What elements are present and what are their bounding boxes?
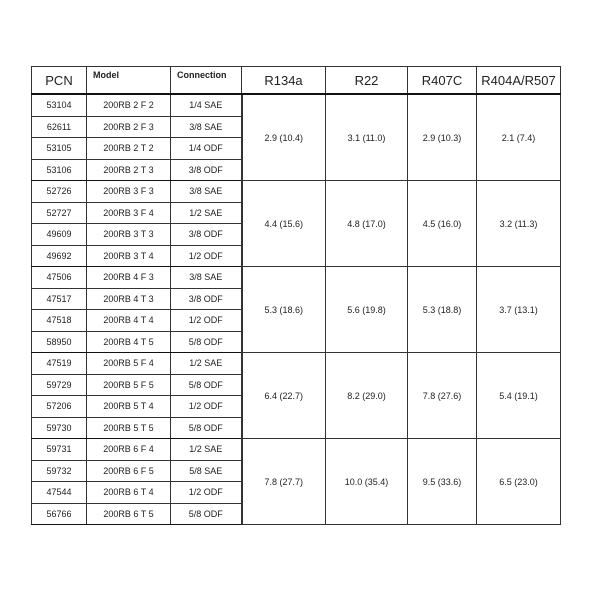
model-cell: 200RB 3 T 4 [87,245,171,267]
r134a-value: 7.8 (27.7) [242,439,326,525]
pcn-cell: 59732 [32,460,87,482]
header-row [32,67,561,95]
model-cell: 200RB 5 F 5 [87,374,171,396]
model-cell: 200RB 5 T 5 [87,417,171,439]
connection-cell: 5/8 ODF [171,374,242,396]
header-pcn: PCN [32,67,87,95]
model-cell: 200RB 4 T 3 [87,288,171,310]
pcn-cell: 47518 [32,310,87,332]
r407c-value: 5.3 (18.8) [408,267,477,353]
model-cell: 200RB 4 T 4 [87,310,171,332]
r404a-r507-value: 3.2 (11.3) [477,181,561,267]
model-cell: 200RB 3 F 3 [87,181,171,203]
r407c-value: 4.5 (16.0) [408,181,477,267]
pcn-cell: 59731 [32,439,87,461]
pcn-cell: 49609 [32,224,87,246]
model-cell: 200RB 2 T 2 [87,138,171,160]
r407c-value: 2.9 (10.3) [408,94,477,181]
connection-cell: 3/8 ODF [171,288,242,310]
capacity-table [31,66,561,525]
connection-cell: 1/2 SAE [171,353,242,375]
model-cell: 200RB 4 T 5 [87,331,171,353]
table-row [32,181,561,203]
connection-cell: 3/8 ODF [171,159,242,181]
r404a-r507-value: 5.4 (19.1) [477,353,561,439]
r22-value: 5.6 (19.8) [326,267,408,353]
pcn-cell: 53104 [32,94,87,116]
pcn-cell: 57206 [32,396,87,418]
r404a-r507-value: 3.7 (13.1) [477,267,561,353]
pcn-cell: 47544 [32,482,87,504]
pcn-cell: 47517 [32,288,87,310]
model-cell: 200RB 5 T 4 [87,396,171,418]
connection-cell: 1/4 SAE [171,94,242,116]
model-cell: 200RB 6 F 5 [87,460,171,482]
header-r134a: R134a [242,67,326,95]
connection-cell: 3/8 ODF [171,224,242,246]
r22-value: 8.2 (29.0) [326,353,408,439]
header-model: Model [87,67,171,95]
header-r407c: R407C [408,67,477,95]
header-r404a-r507: R404A/R507 [477,67,561,95]
table-row [32,439,561,461]
connection-cell: 3/8 SAE [171,181,242,203]
pcn-cell: 59730 [32,417,87,439]
r22-value: 3.1 (11.0) [326,94,408,181]
r134a-value: 2.9 (10.4) [242,94,326,181]
pcn-cell: 53105 [32,138,87,160]
model-cell: 200RB 6 F 4 [87,439,171,461]
pcn-cell: 56766 [32,503,87,525]
connection-cell: 1/2 ODF [171,245,242,267]
model-cell: 200RB 6 T 5 [87,503,171,525]
model-cell: 200RB 4 F 3 [87,267,171,289]
r134a-value: 5.3 (18.6) [242,267,326,353]
pcn-cell: 47519 [32,353,87,375]
r404a-r507-value: 2.1 (7.4) [477,94,561,181]
model-cell: 200RB 5 F 4 [87,353,171,375]
model-cell: 200RB 2 T 3 [87,159,171,181]
model-cell: 200RB 2 F 2 [87,94,171,116]
connection-cell: 1/2 SAE [171,439,242,461]
pcn-cell: 52726 [32,181,87,203]
pcn-cell: 52727 [32,202,87,224]
connection-cell: 1/2 ODF [171,482,242,504]
connection-cell: 5/8 ODF [171,331,242,353]
connection-cell: 1/2 ODF [171,396,242,418]
table-row [32,94,561,116]
pcn-cell: 62611 [32,116,87,138]
connection-cell: 3/8 SAE [171,267,242,289]
pcn-cell: 53106 [32,159,87,181]
connection-cell: 5/8 ODF [171,503,242,525]
model-cell: 200RB 6 T 4 [87,482,171,504]
connection-cell: 1/2 ODF [171,310,242,332]
model-cell: 200RB 3 F 4 [87,202,171,224]
r22-value: 10.0 (35.4) [326,439,408,525]
table-row [32,267,561,289]
r404a-r507-value: 6.5 (23.0) [477,439,561,525]
pcn-cell: 47506 [32,267,87,289]
r134a-value: 4.4 (15.6) [242,181,326,267]
pcn-cell: 49692 [32,245,87,267]
table-row [32,353,561,375]
model-cell: 200RB 2 F 3 [87,116,171,138]
header-r22: R22 [326,67,408,95]
connection-cell: 1/2 SAE [171,202,242,224]
connection-cell: 1/4 ODF [171,138,242,160]
pcn-cell: 58950 [32,331,87,353]
model-cell: 200RB 3 T 3 [87,224,171,246]
r22-value: 4.8 (17.0) [326,181,408,267]
connection-cell: 3/8 SAE [171,116,242,138]
pcn-cell: 59729 [32,374,87,396]
header-connection: Connection [171,67,242,95]
r134a-value: 6.4 (22.7) [242,353,326,439]
connection-cell: 5/8 ODF [171,417,242,439]
connection-cell: 5/8 SAE [171,460,242,482]
r407c-value: 9.5 (33.6) [408,439,477,525]
r407c-value: 7.8 (27.6) [408,353,477,439]
